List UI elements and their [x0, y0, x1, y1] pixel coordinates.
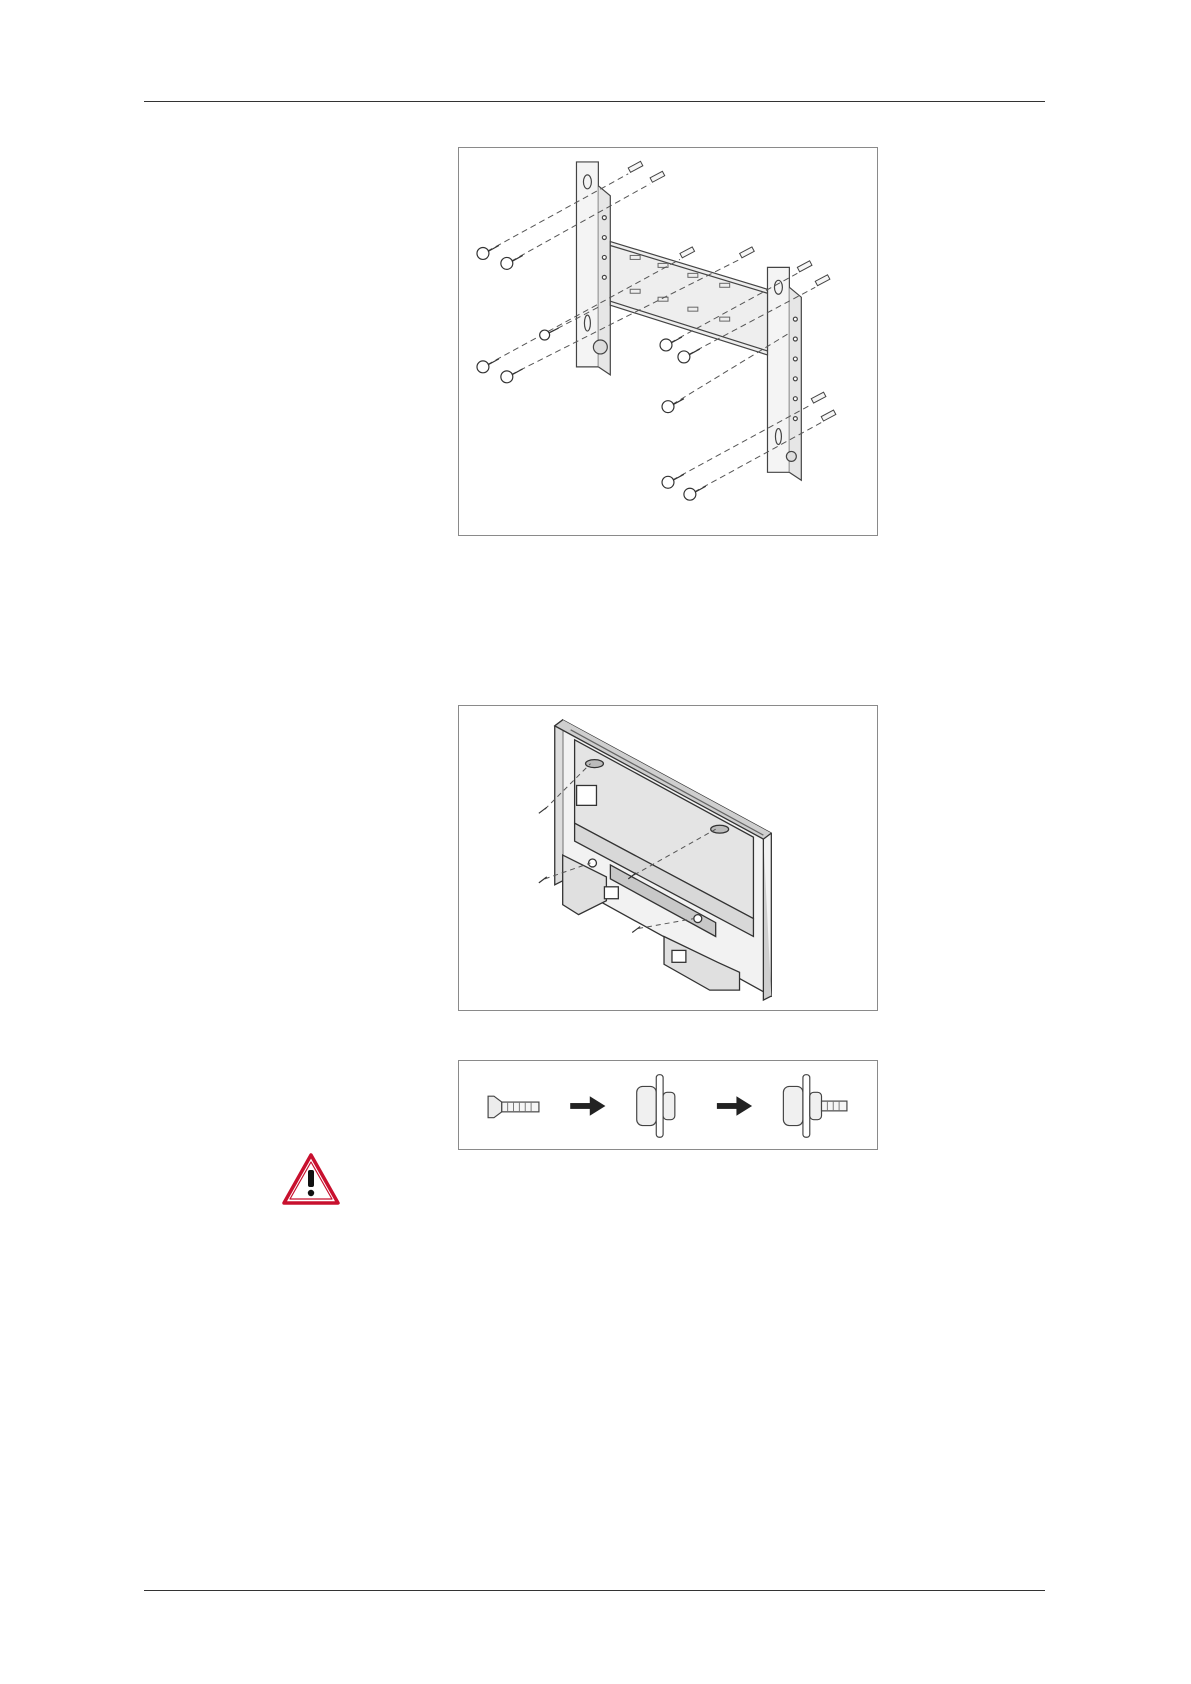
screw-assembly-drawing	[459, 1061, 877, 1149]
spacer-with-screw-icon	[783, 1075, 847, 1138]
spacer-icon	[637, 1075, 675, 1138]
screw-icon	[488, 1096, 539, 1118]
monitor-rear-figure	[458, 705, 878, 1011]
wall-mount-bracket-drawing	[459, 148, 877, 535]
screw-assembly-figure	[458, 1060, 878, 1150]
warning-triangle-icon	[281, 1152, 341, 1206]
header-rule	[144, 101, 1045, 102]
arrow-right-icon	[570, 1096, 605, 1116]
arrow-right-icon	[717, 1096, 752, 1116]
footer-rule	[144, 1590, 1045, 1591]
wall-mount-bracket-figure	[458, 147, 878, 536]
monitor-rear-drawing	[459, 706, 877, 1010]
